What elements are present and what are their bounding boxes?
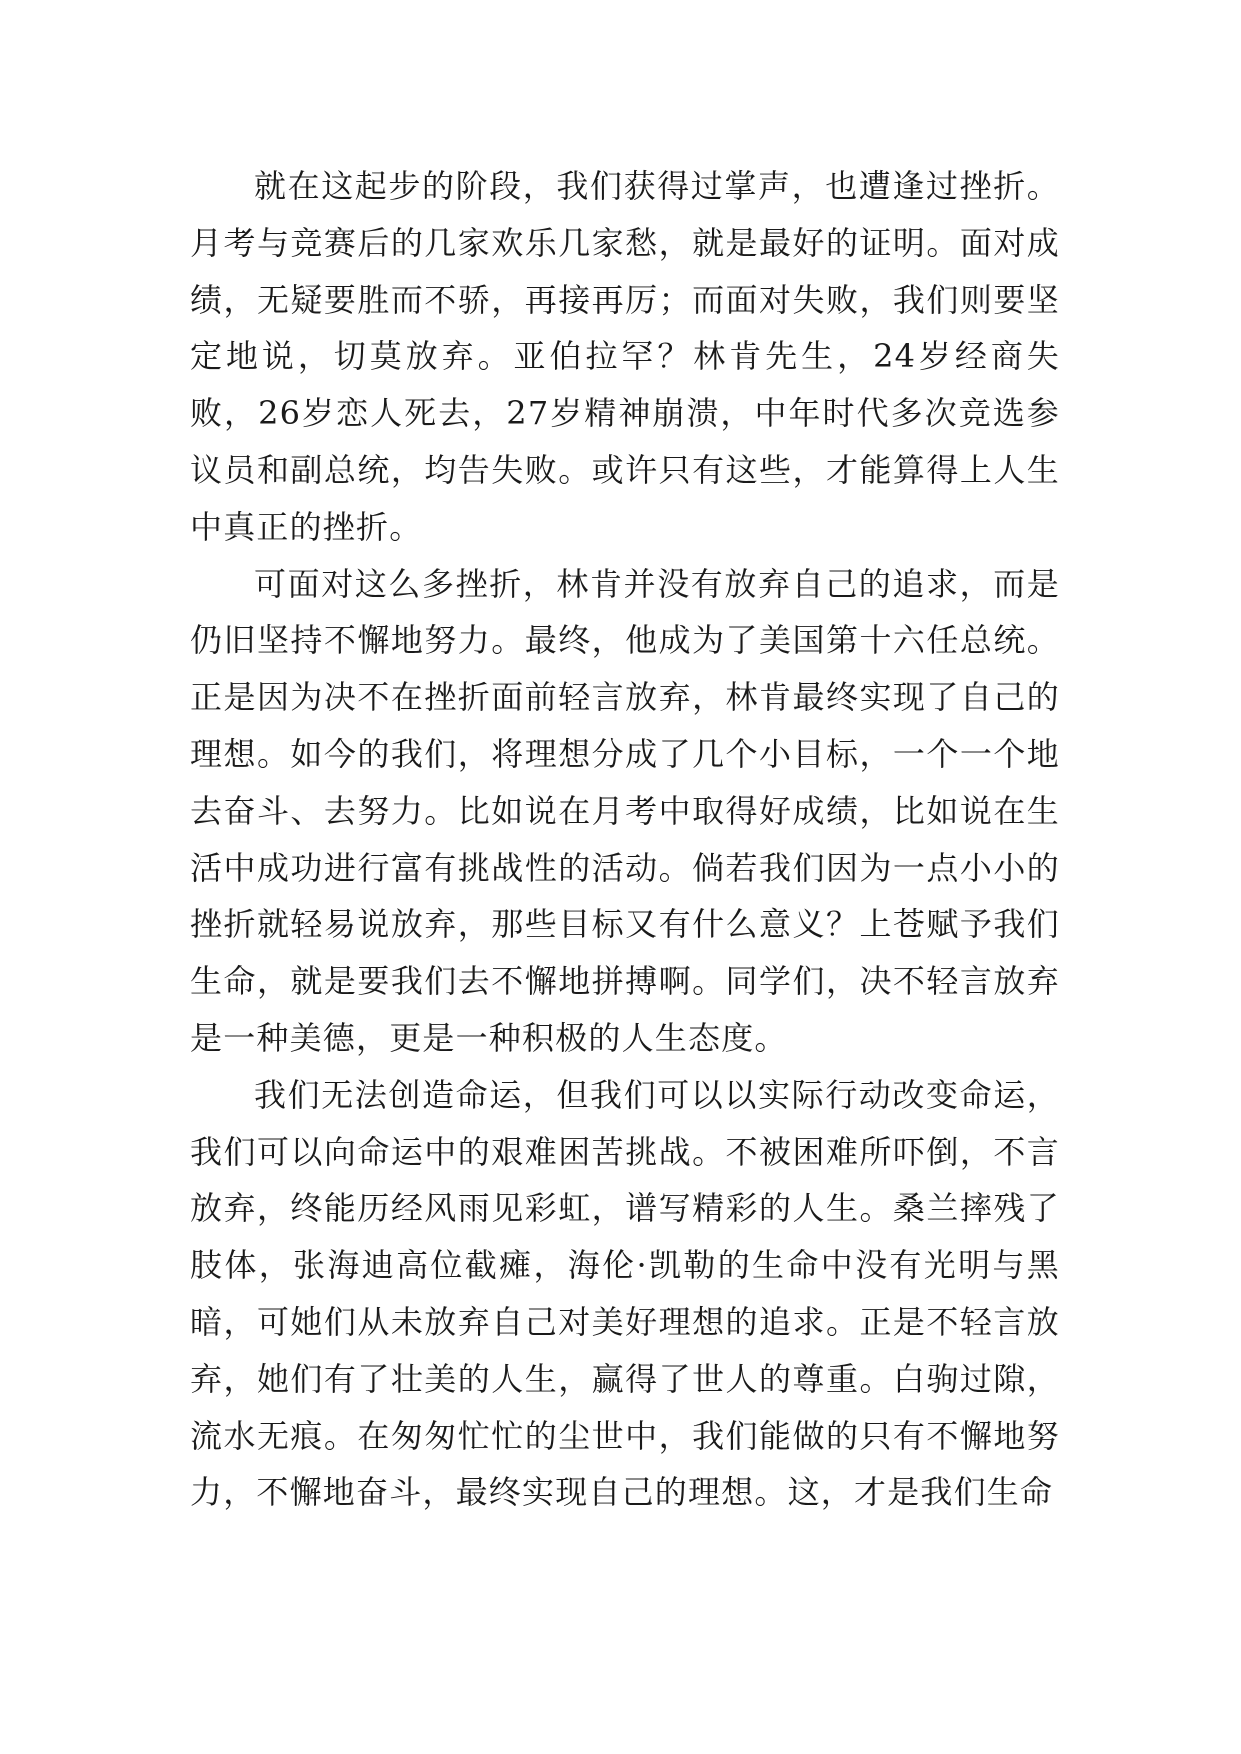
paragraph-3: 我们无法创造命运，但我们可以以实际行动改变命运，我们可以向命运中的艰难困苦挑战。不被困难所吓倒，不言放弃，终能历经风雨见彩虹，谱写精彩的人生。桑兰摔残了肢体，张海迪高位截瘫，海伦·凯勒的生命中没有光明与黑暗，可她们从未放弃自己对美好理想的追求。正是不轻言放弃，她们有了壮美的人生，赢得了世人的尊重。白驹过隙，流水无痕。在匆匆忙忙的尘世中，我们能做的只有不懈地努力，不懈地奋斗，最终实现自己的理想。这，才是我们生命 xyxy=(190,1075,1060,1512)
paragraph-1: 就在这起步的阶段，我们获得过掌声，也遭逢过挫折。月考与竞赛后的几家欢乐几家愁，就是最好的证明。面对成绩，无疑要胜而不骄，再接再厉；而面对失败，我们则要坚定地说，切莫放弃。亚伯拉罕？林肯先生，24岁经商失败，26岁恋人死去，27岁精神崩溃，中年时代多次竞选参议员和副总统，均告失败。或许只有这些，才能算得上人生中真正的挫折。 xyxy=(190,167,1060,546)
document-body xyxy=(190,158,1060,1521)
paragraph-2: 可面对这么多挫折，林肯并没有放弃自己的追求，而是仍旧坚持不懈地努力。最终，他成为了美国第十六任总统。正是因为决不在挫折面前轻言放弃，林肯最终实现了自己的理想。如今的我们，将理想分成了几个小目标，一个一个地去奋斗、去努力。比如说在月考中取得好成绩，比如说在生活中成功进行富有挑战性的活动。倘若我们因为一点小小的挫折就轻易说放弃，那些目标又有什么意义？上苍赋予我们生命，就是要我们去不懈地拼搏啊。同学们，决不轻言放弃是一种美德，更是一种积极的人生态度。 xyxy=(190,564,1060,1057)
